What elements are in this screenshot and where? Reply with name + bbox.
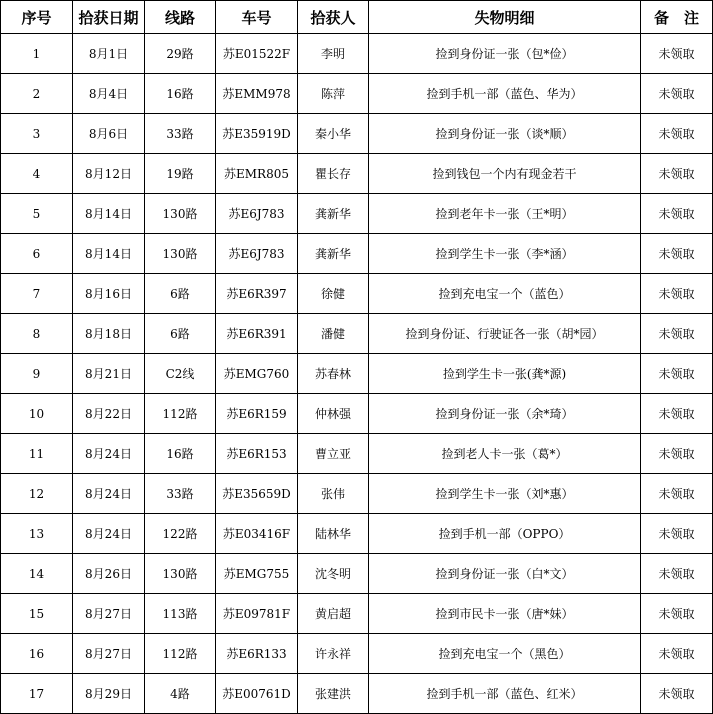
cell-index: 1: [1, 34, 73, 74]
cell-finder: 曹立亚: [298, 434, 369, 474]
cell-index: 12: [1, 474, 73, 514]
cell-index: 2: [1, 74, 73, 114]
cell-vehicle: 苏E6J783: [216, 194, 298, 234]
table-row: [1, 194, 713, 234]
cell-finder: 仲林强: [298, 394, 369, 434]
header-route: 线路: [145, 1, 216, 34]
cell-date: 8月1日: [73, 34, 145, 74]
cell-index: 6: [1, 234, 73, 274]
cell-finder: 沈冬明: [298, 554, 369, 594]
table-row: [1, 474, 713, 514]
cell-index: 15: [1, 594, 73, 634]
cell-finder: 陆林华: [298, 514, 369, 554]
table-row: [1, 274, 713, 314]
cell-details: 捡到充电宝一个（黑色）: [369, 634, 641, 674]
header-remarks: 备 注: [641, 1, 713, 34]
table-row: [1, 354, 713, 394]
header-date: 拾获日期: [73, 1, 145, 34]
table-row: [1, 34, 713, 74]
cell-route: 130路: [145, 234, 216, 274]
cell-date: 8月14日: [73, 234, 145, 274]
cell-remarks: 未领取: [641, 434, 713, 474]
cell-index: 8: [1, 314, 73, 354]
cell-remarks: 未领取: [641, 594, 713, 634]
cell-date: 8月6日: [73, 114, 145, 154]
cell-details: 捡到学生卡一张(龚*源): [369, 354, 641, 394]
cell-route: 33路: [145, 114, 216, 154]
table-row: [1, 594, 713, 634]
cell-date: 8月22日: [73, 394, 145, 434]
cell-remarks: 未领取: [641, 354, 713, 394]
cell-route: 112路: [145, 634, 216, 674]
cell-remarks: 未领取: [641, 674, 713, 714]
cell-vehicle: 苏E6R391: [216, 314, 298, 354]
cell-vehicle: 苏E00761D: [216, 674, 298, 714]
cell-index: 5: [1, 194, 73, 234]
cell-route: 33路: [145, 474, 216, 514]
cell-remarks: 未领取: [641, 554, 713, 594]
table-row: [1, 434, 713, 474]
cell-finder: 陈萍: [298, 74, 369, 114]
cell-finder: 徐健: [298, 274, 369, 314]
cell-route: 29路: [145, 34, 216, 74]
cell-date: 8月14日: [73, 194, 145, 234]
cell-date: 8月24日: [73, 514, 145, 554]
table-row: [1, 314, 713, 354]
cell-index: 13: [1, 514, 73, 554]
cell-finder: 龚新华: [298, 234, 369, 274]
table-row: [1, 74, 713, 114]
cell-details: 捡到钱包一个内有现金若干: [369, 154, 641, 194]
cell-vehicle: 苏EMG755: [216, 554, 298, 594]
cell-details: 捡到老人卡一张（葛*）: [369, 434, 641, 474]
cell-details: 捡到身份证一张（包*俭）: [369, 34, 641, 74]
cell-details: 捡到身份证一张（白*文）: [369, 554, 641, 594]
table-row: [1, 554, 713, 594]
cell-vehicle: 苏E09781F: [216, 594, 298, 634]
cell-index: 17: [1, 674, 73, 714]
header-vehicle: 车号: [216, 1, 298, 34]
cell-vehicle: 苏EMM978: [216, 74, 298, 114]
cell-finder: 李明: [298, 34, 369, 74]
cell-remarks: 未领取: [641, 274, 713, 314]
cell-vehicle: 苏E6R397: [216, 274, 298, 314]
cell-vehicle: 苏E35919D: [216, 114, 298, 154]
cell-date: 8月24日: [73, 474, 145, 514]
cell-vehicle: 苏E01522F: [216, 34, 298, 74]
header-row: [1, 1, 713, 34]
cell-date: 8月12日: [73, 154, 145, 194]
cell-details: 捡到身份证一张（谈*顺）: [369, 114, 641, 154]
header-index: 序号: [1, 1, 73, 34]
cell-details: 捡到手机一部（蓝色、华为）: [369, 74, 641, 114]
cell-remarks: 未领取: [641, 194, 713, 234]
cell-remarks: 未领取: [641, 74, 713, 114]
cell-date: 8月4日: [73, 74, 145, 114]
cell-finder: 龚新华: [298, 194, 369, 234]
cell-route: 130路: [145, 194, 216, 234]
cell-remarks: 未领取: [641, 474, 713, 514]
cell-index: 10: [1, 394, 73, 434]
cell-finder: 张伟: [298, 474, 369, 514]
cell-index: 14: [1, 554, 73, 594]
cell-remarks: 未领取: [641, 154, 713, 194]
cell-remarks: 未领取: [641, 234, 713, 274]
cell-remarks: 未领取: [641, 114, 713, 154]
cell-route: 113路: [145, 594, 216, 634]
cell-vehicle: 苏E6J783: [216, 234, 298, 274]
cell-route: 112路: [145, 394, 216, 434]
cell-date: 8月27日: [73, 634, 145, 674]
table-row: [1, 514, 713, 554]
cell-vehicle: 苏E6R159: [216, 394, 298, 434]
cell-route: C2线: [145, 354, 216, 394]
header-details: 失物明细: [369, 1, 641, 34]
cell-vehicle: 苏EMG760: [216, 354, 298, 394]
cell-finder: 黄启超: [298, 594, 369, 634]
cell-date: 8月29日: [73, 674, 145, 714]
cell-finder: 张建洪: [298, 674, 369, 714]
cell-route: 16路: [145, 434, 216, 474]
cell-route: 6路: [145, 274, 216, 314]
cell-remarks: 未领取: [641, 314, 713, 354]
cell-finder: 潘健: [298, 314, 369, 354]
cell-details: 捡到市民卡一张（唐*妹）: [369, 594, 641, 634]
cell-index: 16: [1, 634, 73, 674]
cell-date: 8月27日: [73, 594, 145, 634]
cell-finder: 许永祥: [298, 634, 369, 674]
cell-finder: 秦小华: [298, 114, 369, 154]
cell-vehicle: 苏E6R153: [216, 434, 298, 474]
cell-vehicle: 苏E6R133: [216, 634, 298, 674]
cell-finder: 瞿长存: [298, 154, 369, 194]
cell-remarks: 未领取: [641, 634, 713, 674]
cell-details: 捡到学生卡一张（李*涵）: [369, 234, 641, 274]
cell-date: 8月18日: [73, 314, 145, 354]
cell-date: 8月24日: [73, 434, 145, 474]
cell-details: 捡到手机一部（OPPO）: [369, 514, 641, 554]
cell-index: 11: [1, 434, 73, 474]
table-row: [1, 234, 713, 274]
cell-index: 9: [1, 354, 73, 394]
cell-details: 捡到手机一部（蓝色、红米）: [369, 674, 641, 714]
cell-route: 19路: [145, 154, 216, 194]
cell-remarks: 未领取: [641, 514, 713, 554]
cell-date: 8月26日: [73, 554, 145, 594]
cell-details: 捡到学生卡一张（刘*惠）: [369, 474, 641, 514]
cell-index: 3: [1, 114, 73, 154]
cell-finder: 苏春林: [298, 354, 369, 394]
cell-remarks: 未领取: [641, 34, 713, 74]
header-finder: 拾获人: [298, 1, 369, 34]
cell-route: 4路: [145, 674, 216, 714]
cell-date: 8月21日: [73, 354, 145, 394]
cell-vehicle: 苏E35659D: [216, 474, 298, 514]
table-row: [1, 674, 713, 714]
cell-details: 捡到身份证、行驶证各一张（胡*园）: [369, 314, 641, 354]
table-body: [1, 34, 713, 714]
cell-route: 6路: [145, 314, 216, 354]
cell-details: 捡到身份证一张（余*琦）: [369, 394, 641, 434]
table-row: [1, 154, 713, 194]
table-row: [1, 394, 713, 434]
table-row: [1, 114, 713, 154]
cell-remarks: 未领取: [641, 394, 713, 434]
cell-index: 4: [1, 154, 73, 194]
cell-details: 捡到老年卡一张（王*明）: [369, 194, 641, 234]
cell-route: 130路: [145, 554, 216, 594]
cell-vehicle: 苏EMR805: [216, 154, 298, 194]
cell-route: 16路: [145, 74, 216, 114]
cell-date: 8月16日: [73, 274, 145, 314]
table-row: [1, 634, 713, 674]
cell-route: 122路: [145, 514, 216, 554]
cell-vehicle: 苏E03416F: [216, 514, 298, 554]
cell-details: 捡到充电宝一个（蓝色）: [369, 274, 641, 314]
cell-index: 7: [1, 274, 73, 314]
